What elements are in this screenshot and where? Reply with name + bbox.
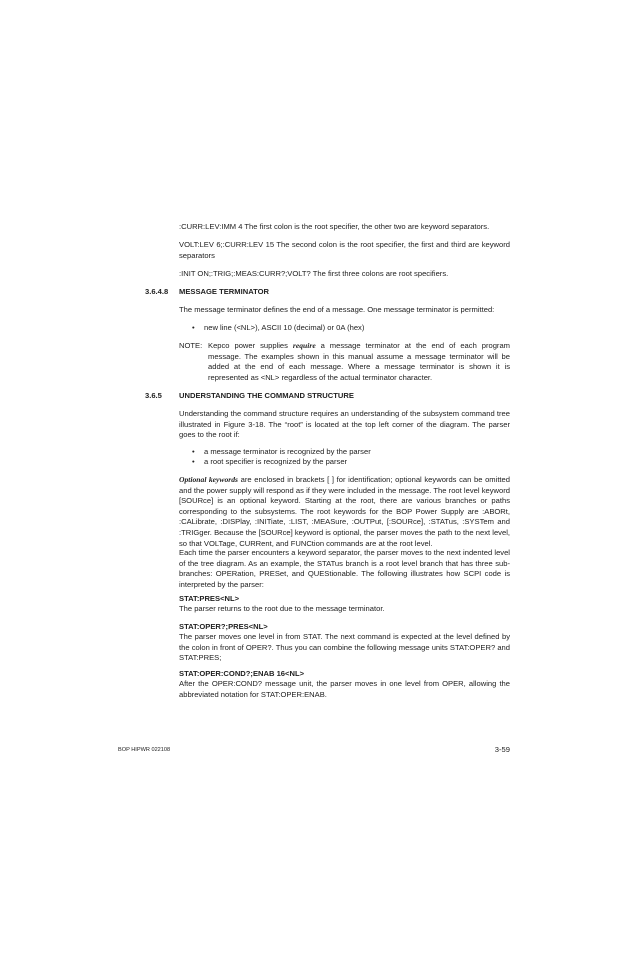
terminator-intro: The message terminator defines the end of a message. One message terminator is permitted: [179,305,495,314]
example-2-command: STAT:OPER?;PRES<NL> [179,622,268,631]
example-2-text: The parser moves one level in from STAT. The next command is expected at the level defined by the colon in front of OPER?. Thus you can combine the following message units STAT:OPER? and STAT:PRES; [179,632,510,663]
example-1-command: STAT:PRES<NL> [179,594,240,603]
footer-document-id: BOP HIPWR 022108 [118,747,171,753]
structure-bullet-1 [192,447,371,458]
structure-paragraph-2 [179,475,510,549]
section-title-structure: UNDERSTANDING THE COMMAND STRUCTURE [179,391,354,400]
bullet-icon: • [192,457,195,466]
structure-paragraph-2-text: are enclosed in brackets [ ] for identification; optional keywords can be omitted and the power supply will respond as if they were included in the message. The root level keyword [SOURce] is an optional keyword. Starting at the root, there are various branches or paths corresponding to the subsystems. The root keywords for the BOP Power Supply are :ABORt, :CALibrate, :DISPlay, :INITiate, :LIST, :MEASure, :OUTPut, [:SOURce], :STATus, :SYSTem and :TRIGger. Because the [SOURce] keyword is optional, the parser moves the path to the next level, so that VOLTage, CURRent, and FUNCtion commands are at the root level. [179,475,510,548]
example-3-command: STAT:OPER:COND?;ENAB 16<NL> [179,669,305,678]
note-text-pre: Kepco power supplies [208,341,293,350]
note-body [208,341,510,383]
note-text-post: a message terminator at the end of each program message. The examples shown in this manual assume a message terminator will be added at the end of each message. Where a message terminator is shown it is represented as <NL> regardless of the actual terminator character. [208,341,511,382]
example-init-on: :INIT ON;:TRIG;:MEAS:CURR?;VOLT? The first three colons are root specifiers. [179,269,449,278]
structure-bullet-1-text: a message terminator is recognized by the parser [204,447,371,456]
section-number-structure: 3.6.5 [145,391,162,400]
structure-bullet-2-text: a root specifier is recognized by the parser [204,457,348,466]
structure-paragraph-3: Each time the parser encounters a keyword separator, the parser moves to the next indented level of the tree diagram. As an example, the STATus branch is a root level branch that has three sub-branches: OPERation, PRESet, and QUEStionable. The following illustrates how SCPI code is interpreted by the parser: [179,548,510,589]
terminator-bullet [192,323,364,334]
bullet-icon: • [192,323,195,332]
note-emphasis: require [292,341,316,350]
section-title-terminator: MESSAGE TERMINATOR [179,287,270,296]
example-1-text: The parser returns to the root due to the message terminator. [179,604,385,613]
terminator-bullet-text: new line (<NL>), ASCII 10 (decimal) or 0A (hex) [204,323,365,332]
example-3-text: After the OPER:COND? message unit, the parser moves in one level from OPER, allowing the abbreviated notation for STAT:OPER:ENAB. [179,679,510,699]
example-volt-lev: VOLT:LEV 6;:CURR:LEV 15 The second colon is the root specifier, the first and third are keyword separators [179,240,510,260]
footer-page-number: 3-59 [494,745,510,754]
structure-paragraph-1: Understanding the command structure requires an understanding of the subsystem command tree illustrated in Figure 3-18. The “root” is located at the top left corner of the diagram. The parser goes to the root if: [179,409,510,440]
bullet-icon: • [192,447,195,456]
structure-bullet-2 [192,457,347,468]
note-label: NOTE: [179,341,203,350]
section-number-terminator: 3.6.4.8 [145,287,169,296]
example-curr-lev: :CURR:LEV:IMM 4 The first colon is the root specifier, the other two are keyword separators. [179,222,490,231]
optional-keywords-term: Optional keywords [179,475,238,484]
